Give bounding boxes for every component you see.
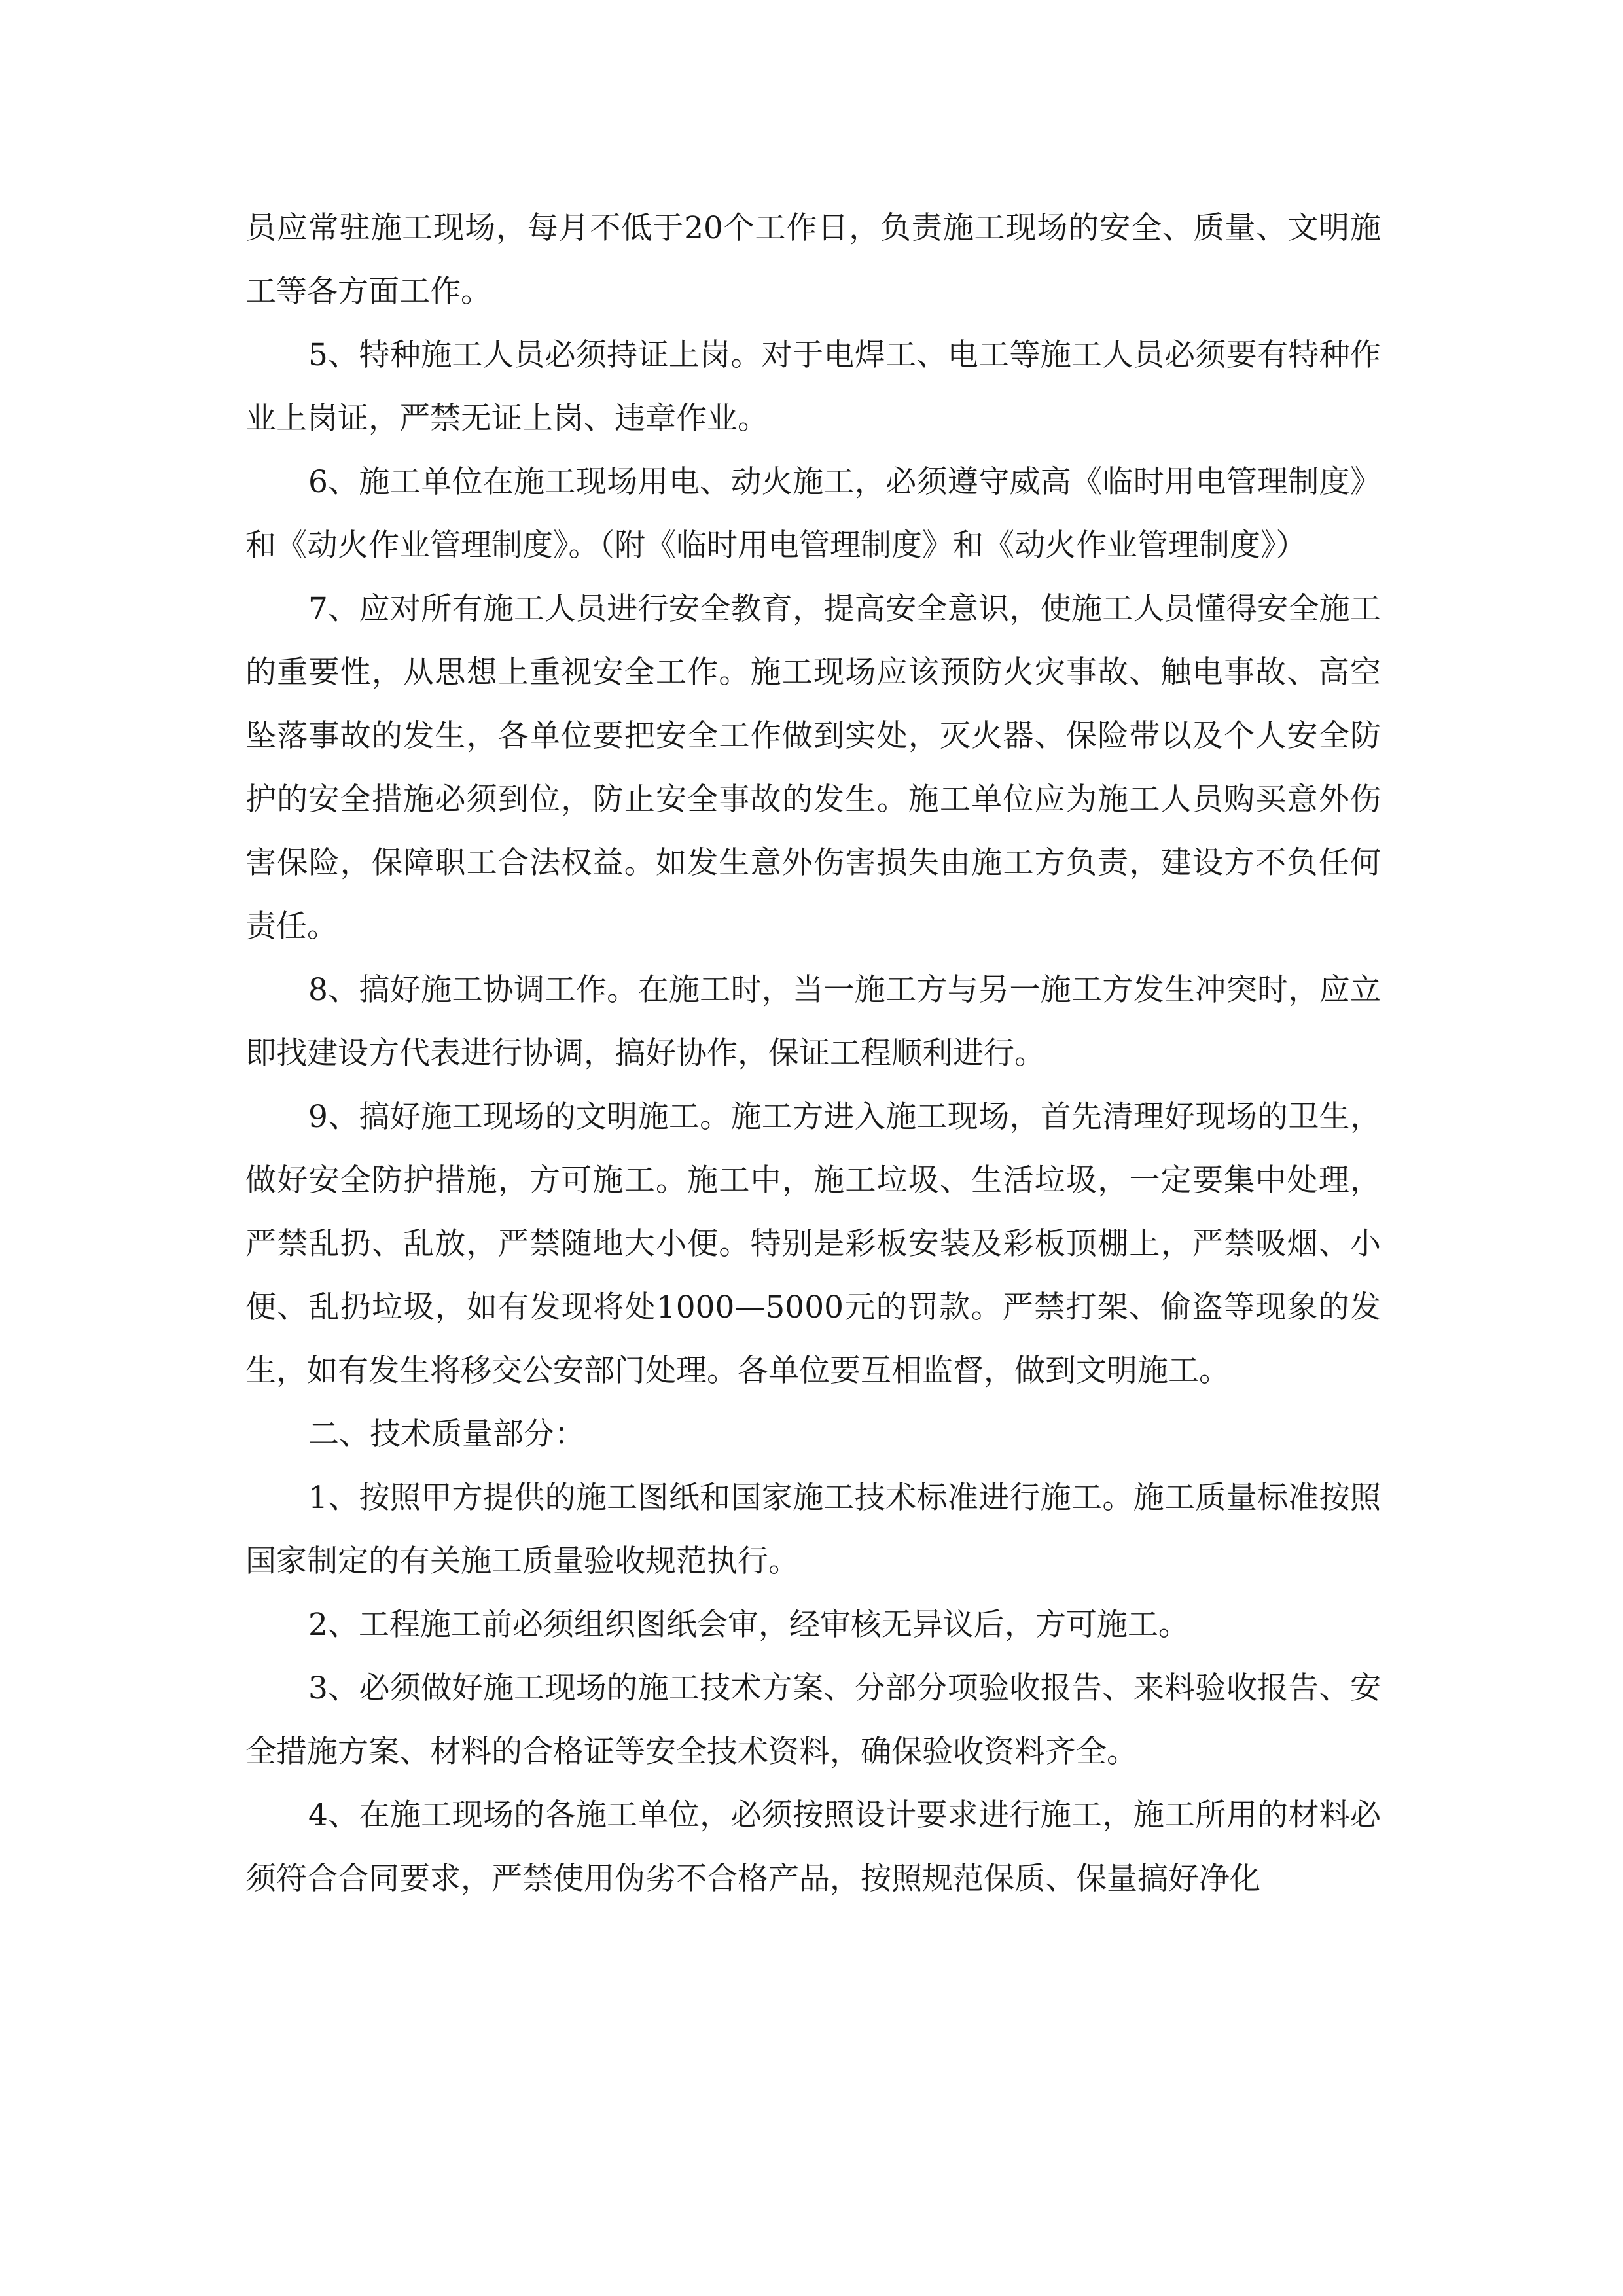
paragraph-item-6: 6、施工单位在施工现场用电、动火施工，必须遵守威高《临时用电管理制度》和《动火作业管理制度》。（附《临时用电管理制度》和《动火作业管理制度》） <box>245 464 1381 564</box>
paragraph-item-7: 7、应对所有施工人员进行安全教育，提高安全意识，使施工人员懂得安全施工的重要性，从思想上重视安全工作。施工现场应该预防火灾事故、触电事故、高空坠落事故的发生，各单位要把安全工作做到实处，灭火器、保险带以及个人安全防护的安全措施必须到位，防止安全事故的发生。施工单位应为施工人员购买意外伤害保险，保障职工合法权益。如发生意外伤害损失由施工方负责，建设方不负任何责任。 <box>245 591 1381 944</box>
paragraph-tq-item-2: 2、工程施工前必须组织图纸会审，经审核无异议后，方可施工。 <box>308 1607 1189 1643</box>
paragraph-item-5: 5、特种施工人员必须持证上岗。对于电焊工、电工等施工人员必须要有特种作业上岗证，严禁无证上岗、违章作业。 <box>245 337 1381 437</box>
paragraph-tq-item-1: 1、按照甲方提供的施工图纸和国家施工技术标准进行施工。施工质量标准按照国家制定的有关施工质量验收规范执行。 <box>245 1480 1381 1579</box>
paragraph-tq-item-3: 3、必须做好施工现场的施工技术方案、分部分项验收报告、来料验收报告、安全措施方案、材料的合格证等安全技术资料，确保验收资料齐全。 <box>245 1670 1381 1770</box>
paragraph-item-9: 9、搞好施工现场的文明施工。施工方进入施工现场，首先清理好现场的卫生，做好安全防护措施，方可施工。施工中，施工垃圾、生活垃圾，一定要集中处理，严禁乱扔、乱放，严禁随地大小便。特别是彩板安装及彩板顶棚上，严禁吸烟、小便、乱扔垃圾，如有发现将处1000—5000元的罚款。严禁打架、偷盗等现象的发生，如有发生将移交公安部门处理。各单位要互相监督，做到文明施工。 <box>245 1099 1381 1389</box>
paragraph-continuation: 员应常驻施工现场，每月不低于20个工作日，负责施工现场的安全、质量、文明施工等各方面工作。 <box>245 210 1381 310</box>
paragraph-tq-item-4: 4、在施工现场的各施工单位，必须按照设计要求进行施工，施工所用的材料必须符合合同要求，严禁使用伪劣不合格产品，按照规范保质、保量搞好净化 <box>245 1797 1381 1897</box>
section-heading-technical-quality: 二、技术质量部分： <box>308 1416 585 1452</box>
document-page <box>245 196 1381 1910</box>
paragraph-item-8: 8、搞好施工协调工作。在施工时，当一施工方与另一施工方发生冲突时，应立即找建设方代表进行协调，搞好协作，保证工程顺利进行。 <box>245 972 1381 1071</box>
